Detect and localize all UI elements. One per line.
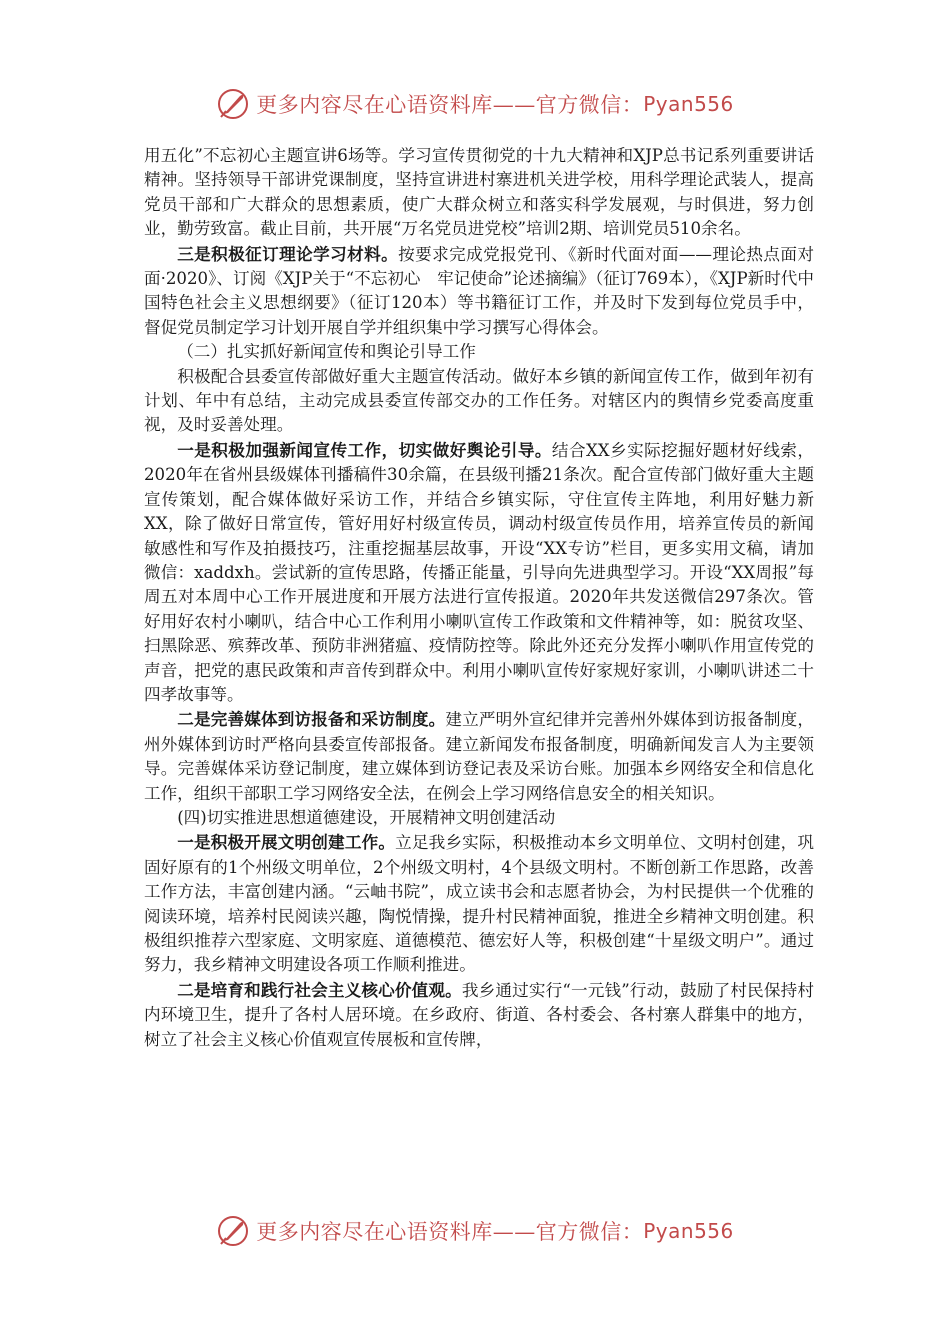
paragraph-heading: 一是积极加强新闻宣传工作，切实做好舆论引导。: [177, 439, 552, 460]
section-heading-text: （二）扎实抓好新闻宣传和舆论引导工作: [177, 342, 476, 362]
header-watermark: [0, 86, 950, 122]
paragraph-heading: 二是培育和践行社会主义核心价值观。: [177, 979, 462, 1000]
paragraph-text: 结合XX乡实际挖掘好题材好线索，2020年在省州县级媒体刊播稿件30余篇，在县级刊播21条次。配合宣传部门做好重大主题宣传策划，配合媒体做好采访工作，并结合乡镇实际，守住宣传主阵地，利用好魅力新XX，除了做好日常宣传，管好用好村级宣传员，调动村级宣传员作用，培养宣传员的新闻敏感性和写作及拍摄技巧，注重挖掘基层故事，开设“XX专访”栏目，更多实用文稿，请加微信：xaddxh。尝试新的宣传思路，传播正能量，引导向先进典型学习。开设“XX周报”每周五对本周中心工作开展进度和开展方法进行宣传报道。2020年共发送微信297条次。管好用好农村小喇叭，结合中心工作利用小喇叭宣传工作政策和文件精神等，如：脱贫攻坚、扫黑除恶、殡葬改革、预防非洲猪瘟、疫情防控等。除此外还充分发挥小喇叭作用宣传党的声音，把党的惠民政策和声音传到群众中。利用小喇叭宣传好家规好家训，小喇叭讲述二十四孝故事等。: [144, 440, 814, 704]
document-body: [144, 144, 814, 1052]
watermark-wechat-id: Pyan556: [643, 1219, 734, 1243]
paragraph: [144, 438, 814, 707]
watermark-text: 更多内容尽在心语资料库——官方微信：: [256, 93, 644, 117]
paragraph-heading: 三是积极征订理论学习材料。: [177, 243, 399, 264]
paragraph: [144, 144, 814, 242]
paragraph-heading: 一是积极开展文明创建工作。: [177, 832, 396, 853]
paragraph: [144, 365, 814, 438]
paragraph-text: 积极配合县委宣传部做好重大主题宣传活动。做好本乡镇的新闻宣传工作，做到年初有计划、年中有总结，主动完成县委宣传部交办的工作任务。对辖区内的舆情乡党委高度重视，及时妥善处理。: [144, 366, 814, 435]
paragraph-text: 建立严明外宣纪律并完善州外媒体到访报备制度，州外媒体到访时严格向县委宣传部报备。建立新闻发布报备制度，明确新闻发言人为主要领导。完善媒体采访登记制度，建立媒体到访登记表及采访台账。加强本乡网络安全和信息化工作，组织干部职工学习网络安全法，在例会上学习网络信息安全的相关知识。: [144, 710, 814, 803]
section-heading-text: (四)切实推进思想道德建设，开展精神文明创建活动: [177, 807, 556, 827]
paragraph: [144, 707, 814, 806]
paragraph: [144, 830, 814, 977]
paragraph: [144, 242, 814, 341]
quill-logo-icon: [216, 87, 250, 121]
watermark-wechat-id: Pyan556: [643, 92, 734, 116]
section-heading: [144, 340, 814, 364]
paragraph-heading: 二是完善媒体到访报备和采访制度。: [177, 709, 446, 730]
paragraph-text: 立足我乡实际，积极推动本乡文明单位、文明村创建，巩固好原有的1个州级文明单位，2个州级文明村，4个县级文明村。不断创新工作思路，改善工作方法，丰富创建内涵。“云岫书院”，成立读书会和志愿者协会，为村民提供一个优雅的阅读环境，培养村民阅读兴趣，陶悦情操，提升村民精神面貌，推进全乡精神文明创建。积极组织推荐六型家庭、文明家庭、道德模范、德宏好人等，积极创建“十星级文明户”。通过努力，我乡精神文明建设各项工作顺利推进。: [144, 833, 815, 975]
quill-logo-icon: [216, 1214, 250, 1248]
paragraph: [144, 978, 814, 1052]
section-heading: [144, 806, 814, 830]
paragraph-text: 我乡通过实行“一元钱”行动，鼓励了村民保持村内环境卫生，提升了各村人居环境。在乡政府、街道、各村委会、各村寨人群集中的地方，树立了社会主义核心价值观宣传展板和宣传牌，: [144, 980, 815, 1049]
paragraph-text: 按要求完成党报党刊、《新时代面对面——理论热点面对面·2020》、订阅《XJP关于“不忘初心 牢记使命”论述摘编》（征订769本），《XJP新时代中国特色社会主义思想纲要》（征订120本）等书籍征订工作，并及时下发到每位党员手中，督促党员制定学习计划开展自学并组织集中学习撰写心得体会。: [144, 244, 815, 337]
footer-watermark: [0, 1213, 950, 1249]
watermark-text: 更多内容尽在心语资料库——官方微信：: [256, 1220, 644, 1244]
paragraph-text: 用五化”不忘初心主题宣讲6场等。学习宣传贯彻党的十九大精神和XJP总书记系列重要讲话精神。坚持领导干部讲党课制度，坚持宣讲进村寨进机关进学校，用科学理论武装人，提高党员干部和广大群众的思想素质，使广大群众树立和落实科学发展观，与时俱进，努力创业，勤劳致富。截止目前，共开展“万名党员进党校”培训2期、培训党员510余名。: [144, 146, 814, 239]
